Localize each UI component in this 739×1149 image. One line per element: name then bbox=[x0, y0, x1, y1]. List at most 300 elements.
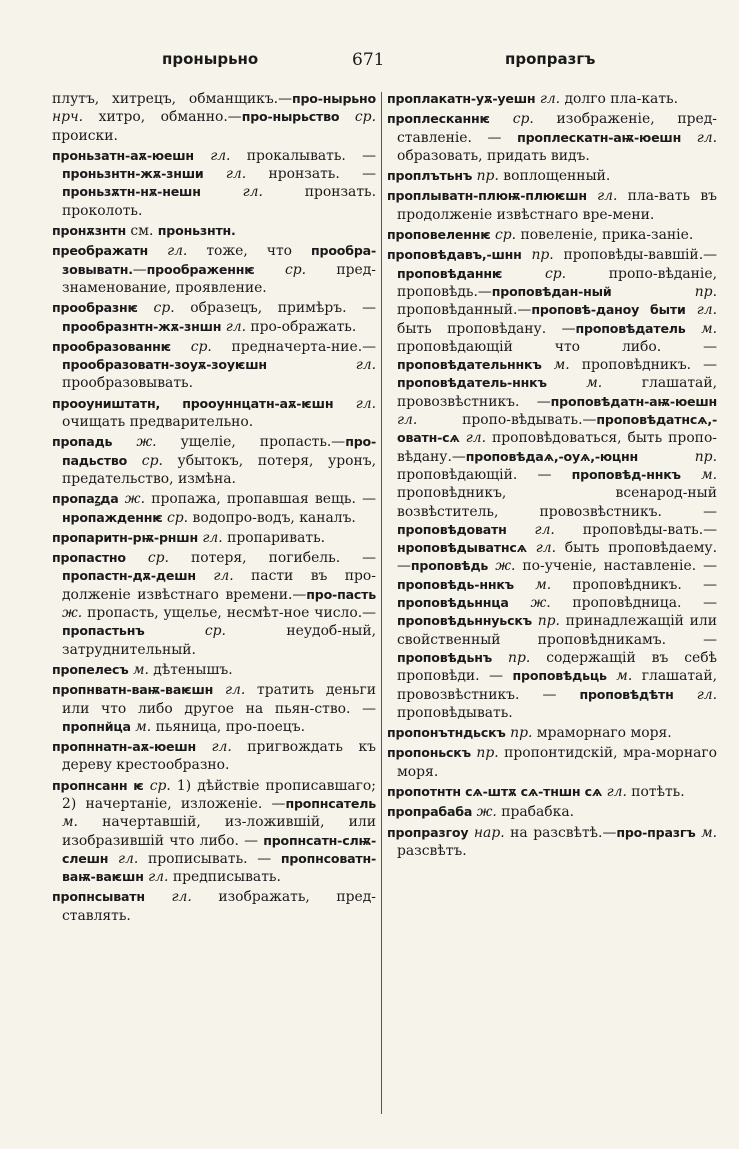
grammar-label: ср. bbox=[153, 300, 175, 317]
definition-text bbox=[607, 668, 617, 684]
definition-text bbox=[587, 188, 597, 204]
grammar-label: пр. bbox=[476, 168, 499, 185]
headword: пропелесъ bbox=[52, 661, 129, 677]
definition-text bbox=[522, 247, 532, 263]
headword: про- bbox=[306, 586, 338, 602]
headword: пропнйца bbox=[62, 718, 131, 734]
grammar-label: гл. bbox=[171, 889, 192, 906]
definition-text bbox=[194, 148, 210, 164]
definition-text: вать въ продолженiе извѣстнаго вре- bbox=[397, 188, 717, 223]
dictionary-entry bbox=[387, 744, 717, 781]
definition-text: ученiе, наставленiе. — bbox=[544, 558, 717, 575]
definition-text bbox=[127, 453, 142, 469]
definition-text: дѣтенышъ. bbox=[148, 661, 233, 678]
definition-text: долженiе извѣстнаго времени.— bbox=[62, 586, 307, 603]
headword: даноу быти bbox=[595, 302, 686, 318]
grammar-label: гл. bbox=[696, 302, 717, 319]
definition-text bbox=[255, 262, 285, 278]
grammar-label: ср. bbox=[141, 452, 163, 469]
definition-text: проповѣдоваться, быть пропо- bbox=[485, 430, 717, 447]
grammar-label: м. bbox=[535, 576, 552, 593]
definition-text bbox=[547, 375, 587, 391]
dictionary-entry bbox=[387, 226, 717, 244]
headword: проплыватн-плюѭ-плюѥшн bbox=[387, 188, 587, 204]
dictionary-entry bbox=[387, 110, 717, 165]
headword: ннкъ bbox=[646, 466, 681, 482]
definition-text: прообразовывать. bbox=[62, 375, 193, 392]
definition-text bbox=[502, 266, 545, 282]
grammar-label: пр. bbox=[694, 283, 717, 300]
definition-text: воплощенный. bbox=[498, 168, 611, 185]
dictionary-entry bbox=[52, 549, 376, 659]
dictionary-entry bbox=[52, 299, 376, 336]
headword: проповѣдатнсѧ,-оватн- bbox=[397, 412, 717, 446]
definition-text: ный возвѣститель, провозвѣстникъ. — bbox=[397, 485, 717, 520]
headword: про- bbox=[241, 109, 273, 125]
definition-text bbox=[112, 434, 136, 450]
definition-text: проповѣдникъ. — bbox=[551, 576, 717, 593]
headword: проповѣдатель bbox=[575, 320, 686, 336]
grammar-label: гл. bbox=[167, 243, 188, 260]
headword: пропнсоватн-ваѭ- bbox=[62, 850, 377, 885]
definition-text: очищать предварительно. bbox=[62, 414, 254, 431]
headword: пропнватн-ваѭ-ваѥшн bbox=[52, 682, 214, 698]
headword: празгъ bbox=[647, 824, 696, 840]
grammar-label: гл. bbox=[397, 412, 418, 429]
dictionary-entry bbox=[52, 242, 376, 297]
definition-text: потѣть. bbox=[626, 783, 685, 800]
definition-text bbox=[126, 550, 148, 566]
headword: проповѣдьнъ bbox=[397, 649, 493, 665]
grammar-label: гл. bbox=[148, 869, 169, 886]
headword: пропастно bbox=[52, 550, 126, 566]
definition-text: хитро, обманно.— bbox=[83, 109, 242, 126]
headword: пропнсыватн bbox=[52, 889, 145, 905]
definition-text: вать.— bbox=[667, 521, 717, 538]
grammar-label: гл. bbox=[210, 147, 231, 164]
grammar-label: м. bbox=[553, 357, 570, 374]
headword: проньзнтн. bbox=[157, 223, 236, 239]
definition-text: прописывать. — bbox=[138, 850, 281, 867]
grammar-label: гл. bbox=[696, 686, 717, 703]
definition-text: ставленiе. — bbox=[397, 129, 518, 146]
grammar-label: ср. bbox=[204, 623, 226, 640]
definition-text: пропонтидскiй, мра- bbox=[498, 745, 656, 762]
definition-text bbox=[681, 130, 697, 146]
definition-text bbox=[490, 111, 513, 127]
definition-text: водъ, каналъ. bbox=[256, 509, 356, 526]
left-running-head: пронырьно bbox=[162, 50, 259, 68]
definition-text bbox=[171, 339, 191, 355]
definition-text: пропо- bbox=[566, 265, 658, 282]
grammar-label: пр. bbox=[531, 247, 554, 264]
definition-text: про- bbox=[245, 318, 282, 335]
grammar-label: ж. bbox=[62, 605, 83, 622]
definition-text: ный, затруднительный. bbox=[62, 623, 376, 658]
definition-text: 1) дѣйствiе прописавшаго; 2) начертанiе, изложенiе. — bbox=[62, 777, 376, 812]
headword: прообра- bbox=[311, 243, 376, 259]
definition-text bbox=[196, 568, 213, 584]
headword: пропразгоу bbox=[387, 824, 469, 840]
definition-text: пьяница, про- bbox=[151, 718, 257, 735]
grammar-label: гл. bbox=[539, 91, 561, 107]
headword: падьство bbox=[62, 452, 128, 468]
definition-text bbox=[638, 449, 695, 465]
dictionary-entry bbox=[52, 395, 376, 432]
headword: проповѣдатель- bbox=[397, 375, 513, 391]
definition-text: занiе. bbox=[651, 227, 694, 244]
grammar-label: гл. bbox=[696, 129, 717, 146]
definition-text: проповѣдающiй что либо. — bbox=[397, 338, 717, 355]
grammar-label: гл. bbox=[202, 529, 223, 546]
dictionary-entry bbox=[387, 803, 717, 821]
headword: преображатн bbox=[52, 243, 149, 259]
definition-text bbox=[201, 184, 243, 200]
grammar-label: гл. bbox=[606, 783, 627, 800]
headword: ннкъ bbox=[512, 375, 547, 391]
dictionary-entry bbox=[52, 433, 376, 488]
grammar-label: ср. bbox=[167, 509, 189, 526]
grammar-label: гл. bbox=[211, 739, 232, 756]
headword: сѧ bbox=[442, 430, 460, 446]
definition-text: пропасть, ущелье, несмѣт- bbox=[82, 605, 284, 622]
definition-text: изображать, пред- bbox=[191, 889, 376, 906]
definition-text: вавшiй.— bbox=[648, 247, 717, 264]
headword: проповѣдѣтн bbox=[579, 686, 674, 702]
grammar-label: ж. bbox=[476, 804, 497, 821]
definition-text bbox=[339, 109, 355, 125]
definition-text bbox=[514, 577, 535, 593]
grammar-label: пр. bbox=[510, 725, 533, 742]
grammar-label: нрч. bbox=[52, 109, 84, 126]
headword: нырьно bbox=[322, 91, 376, 106]
definition-text: проповѣданный.— bbox=[397, 302, 532, 319]
grammar-label: м. bbox=[701, 824, 718, 841]
definition-text bbox=[145, 889, 172, 905]
definition-text: по- bbox=[515, 558, 545, 575]
headword: ваѥшн bbox=[95, 869, 144, 885]
page-number: 671 bbox=[352, 50, 385, 70]
definition-text: неудоб- bbox=[225, 623, 342, 640]
definition-text bbox=[267, 357, 356, 373]
definition-text: глашатай, провозвѣстникъ. — bbox=[397, 668, 717, 703]
dictionary-entry bbox=[387, 187, 717, 224]
definition-text bbox=[138, 300, 154, 316]
definition-text bbox=[686, 321, 701, 337]
right-running-head: пропразгъ bbox=[505, 50, 596, 68]
definition-text bbox=[611, 284, 694, 300]
definition-text: проповѣдающiй. — bbox=[397, 466, 572, 483]
headword: пропотнтн сѧ-штѫ сѧ-тншн сѧ bbox=[387, 783, 603, 799]
dictionary-entry bbox=[52, 738, 376, 775]
definition-text: образецъ, примѣръ. — bbox=[174, 300, 376, 317]
definition-text: водопро- bbox=[188, 509, 257, 526]
grammar-label: ср. bbox=[495, 227, 517, 244]
headword: нырьство bbox=[272, 109, 340, 125]
definition-text bbox=[333, 396, 355, 412]
definition-text: мени. bbox=[612, 206, 655, 223]
grammar-label: ср. bbox=[149, 777, 171, 794]
definition-text: глашатай, провозвѣстникъ. — bbox=[397, 375, 717, 410]
headword: проньзатн-аѫ-юешн bbox=[52, 147, 194, 163]
headword: проповѣдь- bbox=[397, 576, 480, 592]
definition-text: быть проповѣдану. — bbox=[397, 320, 576, 337]
definition-text bbox=[144, 623, 204, 639]
grammar-label: м. bbox=[586, 375, 603, 392]
definition-text bbox=[507, 522, 535, 538]
headword: про- bbox=[616, 824, 648, 840]
dictionary-entry bbox=[52, 681, 376, 736]
grammar-label: ж. bbox=[124, 491, 146, 508]
dictionary-entry bbox=[387, 783, 717, 801]
definition-text: пропажа, пропавшая вещь. — bbox=[145, 491, 376, 508]
grammar-label: гл. bbox=[118, 850, 139, 867]
definition-text: происки. bbox=[52, 127, 118, 144]
definition-text bbox=[196, 739, 211, 755]
definition-text: потеря, погибель. — bbox=[168, 550, 376, 567]
headword: про- bbox=[345, 434, 376, 450]
grammar-label: м. bbox=[132, 661, 149, 678]
definition-text: кать. bbox=[641, 91, 679, 107]
headword: пасть bbox=[337, 586, 376, 602]
grammar-label: м. bbox=[616, 668, 633, 685]
definition-text: знаменование, проявление. bbox=[62, 279, 267, 296]
definition-text: содержащiй въ себѣ проповѣди. — bbox=[397, 649, 717, 685]
definition-text: вѣданiе, проповѣдь.— bbox=[397, 265, 717, 300]
dictionary-entry bbox=[387, 824, 717, 861]
definition-text: изображенiе, пред- bbox=[533, 111, 717, 128]
dictionary-entry bbox=[52, 147, 376, 220]
definition-text: на разсвѣтѣ.— bbox=[504, 824, 617, 841]
grammar-label: ж. bbox=[530, 595, 551, 612]
headword: проображеннѥ bbox=[146, 261, 255, 277]
grammar-label: пр. bbox=[476, 745, 499, 762]
headword: проповѣдьць bbox=[512, 668, 607, 684]
dictionary-entry bbox=[52, 777, 376, 887]
definition-text: ложившiй, или изобразившiй что либо. — bbox=[62, 814, 376, 849]
headword: нропажденнѥ bbox=[62, 509, 163, 525]
headword: пропоньскъ bbox=[387, 745, 471, 761]
grammar-label: пр. bbox=[537, 613, 560, 630]
grammar-label: гл. bbox=[225, 318, 246, 335]
definition-text: пронзать. проколоть. bbox=[62, 184, 376, 219]
grammar-label: гл. bbox=[225, 166, 247, 183]
headword: пропнсатн-слѭ-слешн bbox=[62, 832, 376, 866]
grammar-label: м. bbox=[62, 814, 78, 831]
definition-text: пропо- bbox=[417, 412, 511, 429]
definition-text: проповѣдаему.— bbox=[397, 540, 717, 575]
definition-text bbox=[148, 243, 167, 259]
grammar-label: гл. bbox=[534, 521, 555, 538]
headword: проповѣдатн-аѭ-юешн bbox=[550, 393, 717, 409]
headword: прообразованнѥ bbox=[52, 338, 171, 354]
headword: про- bbox=[291, 91, 323, 106]
headword: проплескатн-аѭ-юешн bbox=[517, 129, 682, 145]
definition-text bbox=[686, 302, 697, 318]
headword: проповѣд- bbox=[571, 466, 647, 482]
definition-text: пропаривать. bbox=[222, 529, 326, 546]
left-column bbox=[52, 90, 376, 927]
dictionary-entry bbox=[52, 888, 376, 925]
dictionary-entry bbox=[52, 490, 376, 527]
headword: прообразнтн-жѫ-зншн bbox=[62, 318, 222, 334]
definition-text bbox=[204, 166, 226, 182]
definition-text bbox=[570, 357, 582, 373]
headword: проповѣдьннуьскъ bbox=[397, 613, 532, 629]
dictionary-entry bbox=[387, 724, 717, 742]
headword: проплесканнѥ bbox=[387, 111, 490, 127]
headword: проповѣдоватн bbox=[397, 521, 507, 537]
headword: пропнсанн ѥ bbox=[52, 777, 144, 793]
headword: проповѣдательннкъ bbox=[397, 357, 542, 373]
definition-text: ство. — bbox=[314, 700, 376, 717]
grammar-label: пр. bbox=[508, 649, 531, 666]
headword: проплътьнъ bbox=[387, 168, 473, 184]
definition-text: проповѣды- bbox=[553, 247, 649, 264]
grammar-label: гл. bbox=[224, 682, 246, 699]
headword: проповѣ- bbox=[531, 302, 596, 318]
definition-text bbox=[674, 687, 697, 703]
definition-text: проповѣды- bbox=[554, 521, 668, 538]
headword: проповѣданнѥ bbox=[397, 265, 503, 281]
headword: прообразоватн-зоуѫ-зоуѥшн bbox=[62, 357, 267, 373]
grammar-label: гл. bbox=[535, 540, 556, 557]
headword: проповѣдь bbox=[410, 558, 489, 574]
definition-text: долго пла- bbox=[560, 91, 642, 107]
headword: зовыватн. bbox=[62, 261, 133, 277]
definition-text: пригвождать къ дереву крестообразно. bbox=[62, 739, 376, 774]
headword: проньзѫтн-нѫ-нешн bbox=[62, 184, 201, 200]
headword: ный bbox=[583, 283, 612, 299]
definition-text: пред- bbox=[306, 261, 376, 278]
grammar-label: ср. bbox=[512, 111, 534, 128]
definition-text bbox=[681, 467, 701, 483]
definition-text bbox=[213, 682, 225, 698]
definition-text: проповѣдникъ, всенарод- bbox=[397, 485, 688, 502]
definition-text: убытокъ, потеря, уронъ, предательство, измѣна. bbox=[62, 452, 376, 487]
definition-text: ставлять. bbox=[62, 907, 131, 924]
definition-text: ображать. bbox=[281, 318, 357, 335]
right-column bbox=[387, 90, 717, 862]
definition-text: пасти въ про- bbox=[233, 568, 376, 585]
grammar-label: м. bbox=[701, 466, 717, 483]
definition-text: прокалывать. — bbox=[230, 147, 376, 164]
definition-text: морнаго моря. bbox=[397, 745, 718, 780]
headword: проповеленнѥ bbox=[387, 227, 491, 243]
headword: проповѣдан- bbox=[491, 283, 584, 299]
dictionary-entry bbox=[387, 246, 717, 722]
headword: прообразнѥ bbox=[52, 300, 138, 316]
dictionary-entry bbox=[52, 222, 376, 240]
grammar-label: ср. bbox=[284, 261, 307, 278]
definition-text: см. bbox=[125, 223, 158, 240]
definition-text: вѣдану.— bbox=[397, 448, 466, 465]
grammar-label: гл. bbox=[355, 357, 376, 374]
definition-text: нронзать. — bbox=[246, 166, 376, 183]
headword: пропаꙁда bbox=[52, 491, 119, 507]
grammar-label: гл. bbox=[597, 188, 618, 205]
definition-text: разсвѣтъ. bbox=[397, 842, 467, 859]
grammar-label: ж. bbox=[495, 558, 516, 575]
definition-text: ние.— bbox=[330, 338, 376, 355]
headword: пропонътндьскъ bbox=[387, 725, 506, 741]
headword: ннкъ bbox=[479, 576, 514, 592]
grammar-label: ср. bbox=[147, 550, 169, 567]
page-header bbox=[0, 50, 739, 76]
dictionary-entry bbox=[387, 90, 717, 108]
headword: пропннатн-аѫ-юешн bbox=[52, 739, 197, 755]
definition-text: быть bbox=[556, 540, 609, 557]
headword: пропастьнъ bbox=[62, 623, 145, 639]
headword: проповѣдаѧ,-оуѧ,-юцнн bbox=[465, 448, 639, 464]
definition-text bbox=[527, 540, 536, 556]
dictionary-entry bbox=[52, 338, 376, 393]
grammar-label: ср. bbox=[544, 265, 567, 282]
grammar-label: гл. bbox=[465, 430, 486, 447]
dictionary-entry bbox=[387, 167, 717, 185]
headword: проплакатн-уѫ-уешн bbox=[387, 91, 536, 106]
definition-text: плутъ, хитрецъ, обманщикъ.— bbox=[52, 91, 292, 107]
definition-text: начертавшiй, из- bbox=[77, 814, 247, 831]
headword: нроповѣдыватнсѧ bbox=[397, 540, 527, 556]
definition-text: поецъ. bbox=[256, 718, 305, 735]
definition-text: пла- bbox=[617, 188, 659, 205]
definition-text: тоже, что bbox=[187, 243, 312, 260]
definition-text: прабабка. bbox=[496, 804, 575, 821]
definition-text: предписывать. bbox=[168, 869, 281, 886]
grammar-label: гл. bbox=[242, 184, 263, 201]
dictionary-entry bbox=[52, 661, 376, 679]
definition-text bbox=[108, 851, 118, 867]
headword: пропадь bbox=[52, 434, 113, 450]
definition-text: повеленiе, прика- bbox=[516, 227, 652, 244]
definition-text: предначерта- bbox=[211, 338, 331, 355]
definition-text bbox=[492, 650, 508, 666]
grammar-label: ср. bbox=[190, 338, 212, 355]
definition-text bbox=[542, 357, 554, 373]
definition-text: проповѣдникъ. — bbox=[581, 357, 718, 374]
headword: пропрабаба bbox=[387, 804, 473, 820]
definition-text: проповѣдница. — bbox=[550, 595, 717, 612]
grammar-label: нар. bbox=[473, 824, 505, 841]
headword: пропастн-дѫ-дешн bbox=[62, 568, 196, 584]
headword: проповѣдавъ,-шнн bbox=[387, 247, 522, 263]
definition-text: тратить деньги или что либо другое на пьян- bbox=[62, 682, 376, 717]
definition-text: принадлежащiй или свойственный проповѣдникамъ. — bbox=[397, 613, 717, 648]
entry-continuation bbox=[52, 90, 376, 145]
headword: прооуништатн, прооуннцатн-аѫ-ѥшн bbox=[52, 395, 334, 411]
grammar-label: м. bbox=[701, 320, 717, 337]
definition-text: — bbox=[132, 261, 147, 278]
grammar-label: м. bbox=[135, 718, 152, 735]
grammar-label: гл. bbox=[213, 568, 234, 585]
grammar-label: гл. bbox=[355, 395, 376, 412]
definition-text: мраморнаго моря. bbox=[532, 725, 672, 742]
grammar-label: пр. bbox=[694, 448, 717, 465]
definition-text: ущелiе, пропасть.— bbox=[156, 434, 346, 451]
headword: пропаритн-рѭ-рншн bbox=[52, 529, 198, 545]
grammar-label: ж. bbox=[136, 434, 157, 451]
definition-text bbox=[509, 595, 531, 611]
definition-text: образовать, придать видъ. bbox=[397, 147, 590, 164]
headword: проповѣдьннца bbox=[397, 595, 509, 611]
definition-text: вѣдывать.— bbox=[510, 412, 597, 429]
grammar-label: ср. bbox=[354, 109, 376, 126]
definition-text: ное число.— bbox=[283, 605, 376, 622]
column-divider bbox=[381, 92, 382, 1114]
headword: пронѫзнтн bbox=[52, 223, 126, 239]
headword: проньзнтн-жѫ-знши bbox=[62, 166, 204, 182]
